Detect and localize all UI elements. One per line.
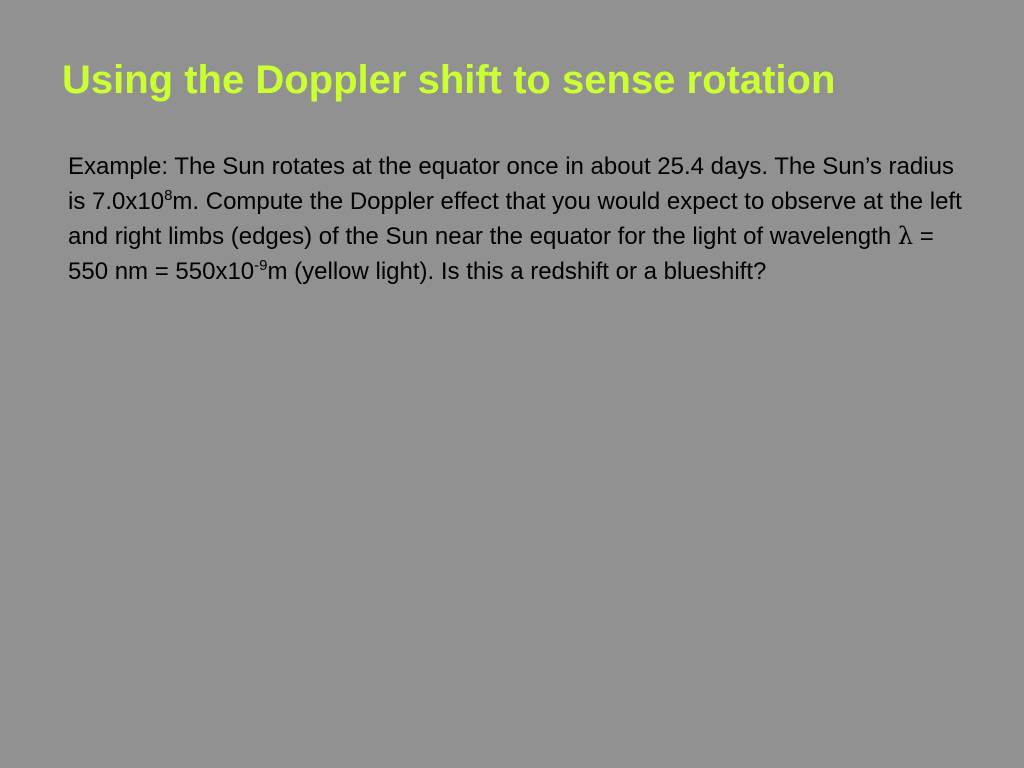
wavelength-exponent: -9 [254, 256, 268, 274]
body-text-part4: m (yellow light). Is this a redshift or a blueshift? [267, 257, 767, 285]
lambda-symbol: λ [897, 222, 914, 250]
body-text-part1: Example: The Sun rotates at the equator once in about 25.4 days. The Sun’s radius is 7.0x10 [68, 153, 954, 215]
body-text-part3: = 550 nm = 550x10 [68, 223, 934, 285]
radius-exponent: 8 [164, 186, 173, 204]
body-text-part2: m. Compute the Doppler effect that you would expect to observe at the left and right limbs (edges) of the Sun near the equator for the light of wavelength [68, 187, 962, 250]
example-paragraph [68, 150, 968, 289]
slide-title: Using the Doppler shift to sense rotation [62, 58, 836, 102]
